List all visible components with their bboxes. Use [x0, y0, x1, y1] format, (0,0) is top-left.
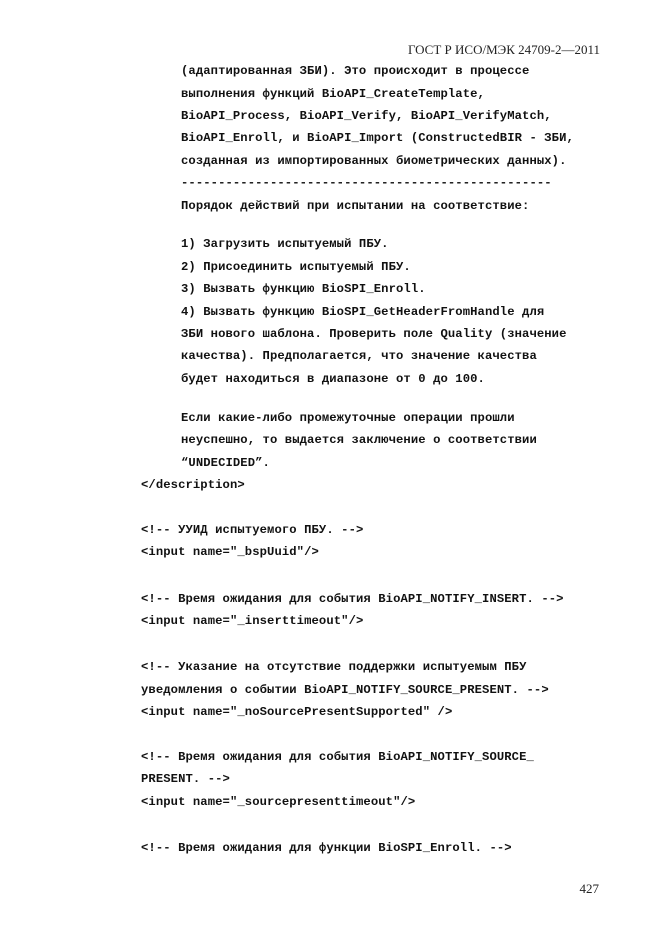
text-line: BioAPI_Process, BioAPI_Verify, BioAPI_VerifyMatch,	[181, 109, 552, 123]
step-line: 1) Загрузить испытуемый ПБУ.	[181, 237, 389, 251]
text-line: выполнения функций BioAPI_CreateTemplate,	[181, 87, 485, 101]
procedure-title: Порядок действий при испытании на соответствие:	[181, 199, 530, 213]
step-line: ЗБИ нового шаблона. Проверить поле Quality (значение	[181, 327, 567, 341]
standard-header: ГОСТ Р ИСО/МЭК 24709-2—2011	[407, 42, 600, 57]
step-line: 4) Вызвать функцию BioSPI_GetHeaderFromHandle для	[181, 305, 545, 319]
step-line: будет находиться в диапазоне от 0 до 100.	[181, 372, 485, 386]
close-description-tag: </description>	[141, 478, 245, 492]
code-input: <input name="_sourcepresenttimeout"/>	[141, 795, 416, 809]
code-comment: PRESENT. -->	[141, 772, 230, 786]
step-line: качества). Предполагается, что значение качества	[181, 349, 537, 363]
text-line: “UNDECIDED”.	[181, 456, 270, 470]
code-comment: <!-- Время ожидания для функции BioSPI_Enroll. -->	[141, 841, 512, 855]
text-line: созданная из импортированных биометрических данных).	[181, 154, 567, 168]
code-comment: <!-- Время ожидания для события BioAPI_NOTIFY_INSERT. -->	[141, 592, 564, 606]
code-comment: <!-- Указание на отсутствие поддержки испытуемым ПБУ	[141, 660, 527, 674]
text-line: неуспешно, то выдается заключение о соответствии	[181, 433, 537, 447]
page-number: 427	[579, 881, 599, 896]
separator-line: --------------------------------------------------	[181, 176, 552, 190]
code-input: <input name="_inserttimeout"/>	[141, 614, 364, 628]
text-line: (адаптированная ЗБИ). Это происходит в процессе	[181, 64, 530, 78]
code-input: <input name="_noSourcePresentSupported" />	[141, 705, 453, 719]
code-comment: уведомления о событии BioAPI_NOTIFY_SOURCE_PRESENT. -->	[141, 683, 549, 697]
step-line: 2) Присоединить испытуемый ПБУ.	[181, 260, 411, 274]
text-line: Если какие-либо промежуточные операции прошли	[181, 411, 515, 425]
code-comment: <!-- Время ожидания для события BioAPI_NOTIFY_SOURCE_	[141, 750, 534, 764]
code-input: <input name="_bspUuid"/>	[141, 545, 319, 559]
step-line: 3) Вызвать функцию BioSPI_Enroll.	[181, 282, 426, 296]
code-comment: <!-- УУИД испытуемого ПБУ. -->	[141, 523, 364, 537]
text-line: BioAPI_Enroll, и BioAPI_Import (ConstructedBIR - ЗБИ,	[181, 131, 574, 145]
